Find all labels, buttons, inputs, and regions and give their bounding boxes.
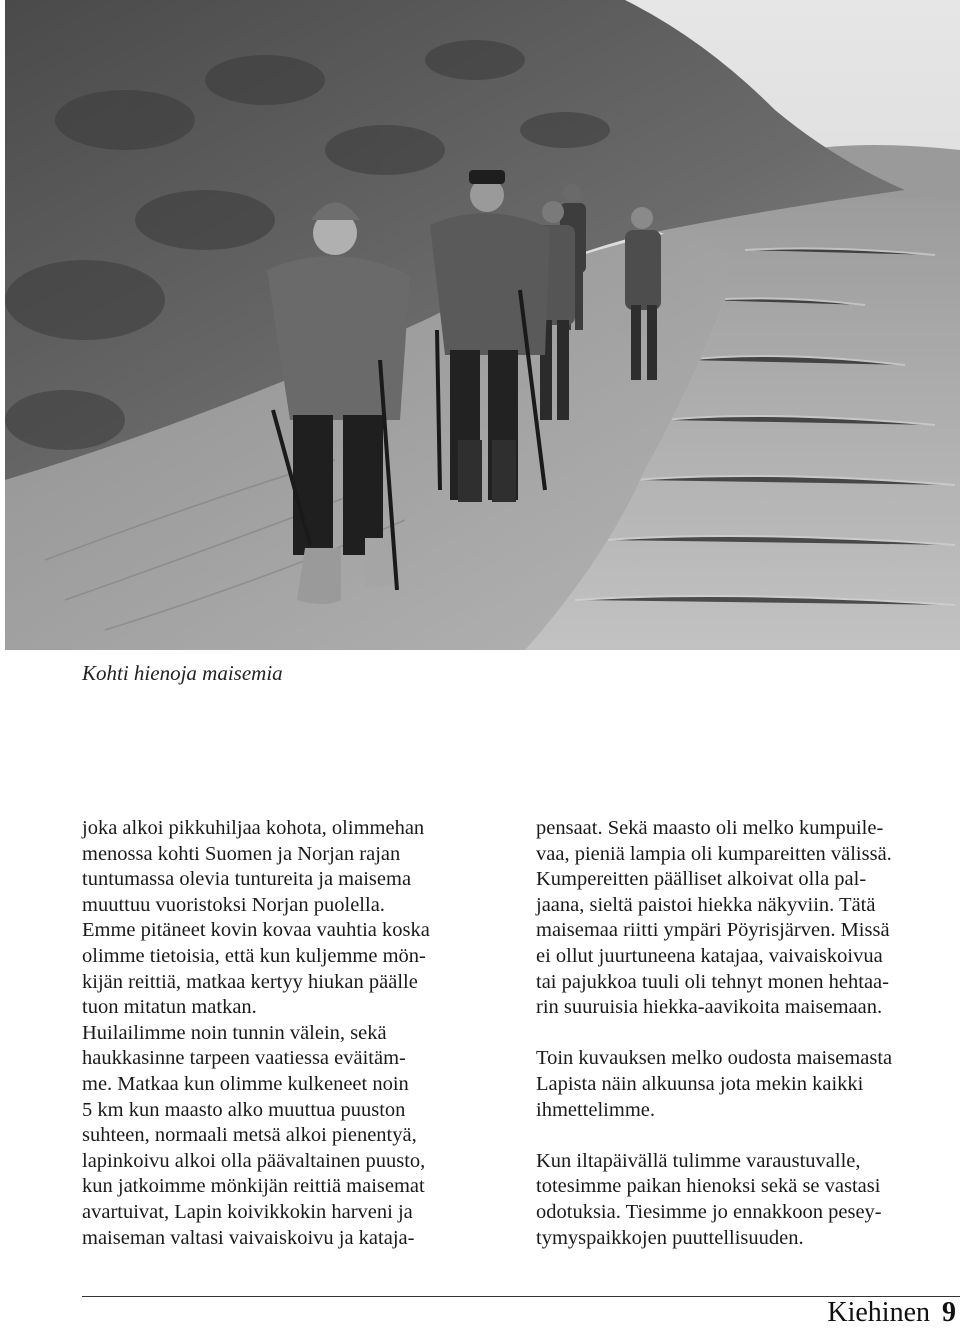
text-line: kijän reittiä, matkaa kertyy hiukan päälle: [82, 970, 418, 993]
text-line: pensaat. Sekä maasto oli melko kumpuile-: [536, 817, 884, 839]
text-line: Emme pitäneet kovin kovaa vauhtia koska: [82, 919, 430, 942]
right-paragraph-3: [536, 1149, 956, 1251]
text-line: tuon mitatun matkan.: [82, 996, 257, 1019]
text-line: maiseman valtasi vaivaiskoivu ja kataja-: [82, 1226, 415, 1249]
text-line: menossa kohti Suomen ja Norjan rajan: [82, 842, 401, 865]
text-line: Huilailimme noin tunnin välein, sekä: [82, 1021, 387, 1044]
text-line: joka alkoi pikkuhiljaa kohota, olimmehan: [82, 817, 425, 839]
left-column: [82, 816, 502, 1251]
publication-name: Kiehinen: [827, 1297, 930, 1328]
right-column: [536, 816, 956, 1251]
text-line: odotuksia. Tiesimme jo ennakkoon pesey-: [536, 1200, 882, 1223]
text-line: tai pajukkoa tuuli oli tehnyt monen hehtaa-: [536, 970, 889, 993]
text-line: suhteen, normaali metsä alkoi pienentyä,: [82, 1124, 417, 1147]
text-line: jaana, sieltä paistoi hiekka näkyviin. Tätä: [536, 893, 876, 916]
right-paragraph-2: [536, 1046, 956, 1123]
text-line: Toin kuvauksen melko oudosta maisemasta: [536, 1047, 893, 1070]
text-line: ei ollut juurtuneena katajaa, vaivaiskoivua: [536, 944, 883, 967]
text-line: Lapista näin alkuunsa jota mekin kaikki: [536, 1072, 864, 1095]
text-line: kun jatkoimme mönkijän reittiä maisemat: [82, 1175, 425, 1198]
text-line: totesimme paikan hienoksi sekä se vastasi: [536, 1175, 881, 1198]
text-line: me. Matkaa kun olimme kulkeneet noin: [82, 1072, 409, 1095]
text-line: lapinkoivu alkoi olla päävaltainen puusto,: [82, 1149, 426, 1172]
hikers-photo: [5, 0, 960, 650]
text-line: 5 km kun maasto alko muuttua puuston: [82, 1098, 406, 1121]
page-number: 9: [942, 1297, 956, 1328]
right-paragraph-1: [536, 816, 956, 1021]
text-line: tymyspaikkojen puuttellisuuden.: [536, 1226, 804, 1249]
text-line: muuttuu vuoristoksi Norjan puolella.: [82, 893, 385, 916]
text-line: avartuivat, Lapin koivikkokin harveni ja: [82, 1200, 413, 1223]
text-line: maisemaa riitti ympäri Pöyrisjärven. Missä: [536, 919, 890, 942]
text-line: Kumpereitten päälliset alkoivat olla pal-: [536, 868, 867, 891]
text-line: Kun iltapäivällä tulimme varaustuvalle,: [536, 1149, 861, 1172]
left-paragraph-1: [82, 816, 502, 1251]
photo-caption: Kohti hienoja maisemia: [82, 661, 283, 685]
photo-illustration: [5, 0, 960, 650]
text-line: ihmettelimme.: [536, 1098, 655, 1121]
page-footer: [827, 1297, 956, 1329]
text-line: tuntumassa olevia tuntureita ja maisema: [82, 868, 412, 891]
text-line: haukkasinne tarpeen vaatiessa eväitäm-: [82, 1047, 406, 1070]
text-line: rin suuruisia hiekka-aavikoita maisemaan.: [536, 996, 883, 1019]
text-line: olimme tietoisia, että kun kuljemme mön-: [82, 944, 426, 967]
text-line: vaa, pieniä lampia oli kumpareitten välissä.: [536, 842, 892, 865]
